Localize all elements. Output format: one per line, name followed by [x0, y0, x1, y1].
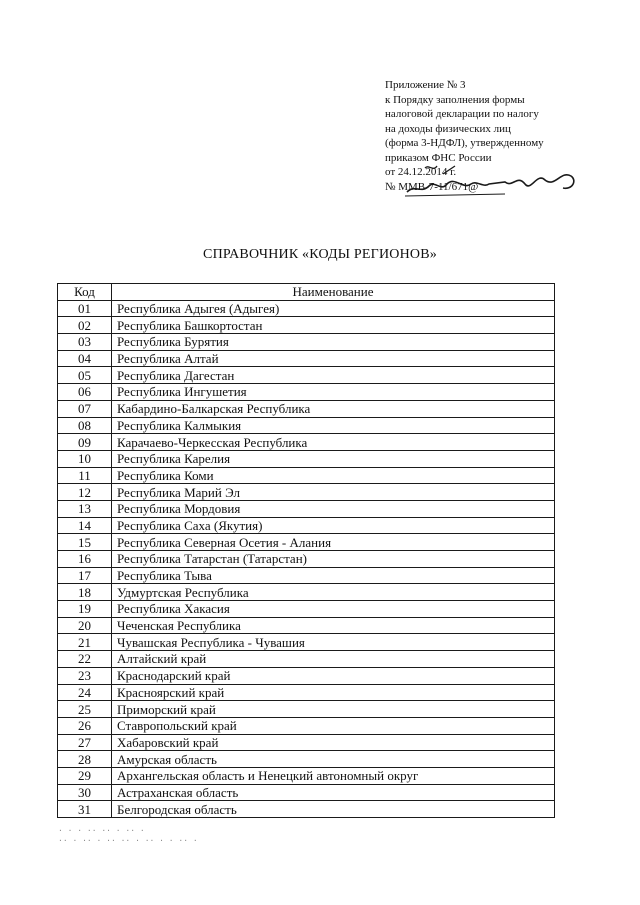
appendix-line: от 24.12.2014 г. — [385, 166, 457, 178]
region-code: 20 — [58, 617, 112, 634]
appendix-line: на доходы физических лиц — [385, 122, 511, 135]
header-name: Наименование — [112, 284, 555, 301]
region-name: Хабаровский край — [112, 734, 555, 751]
region-code: 02 — [58, 317, 112, 334]
footer-noise-line: ·· · ·· · ·· ·· · ·· · · ·· · — [58, 836, 198, 845]
appendix-line: Приложение № 3 — [385, 79, 466, 91]
appendix-line: налоговой декларации по налогу — [385, 108, 539, 120]
region-code: 14 — [58, 517, 112, 534]
table-row — [58, 701, 555, 718]
region-name: Ставропольский край — [112, 717, 555, 734]
table-row — [58, 734, 555, 751]
table-row — [58, 300, 555, 317]
region-code: 21 — [58, 634, 112, 651]
table-row — [58, 367, 555, 384]
region-code: 26 — [58, 717, 112, 734]
region-name: Чеченская Республика — [112, 617, 555, 634]
table-header-row — [58, 284, 555, 301]
table-row — [58, 417, 555, 434]
table-row — [58, 767, 555, 784]
table-row — [58, 551, 555, 568]
region-name: Республика Бурятия — [112, 334, 555, 351]
region-name: Алтайский край — [112, 651, 555, 668]
table-row — [58, 517, 555, 534]
region-name: Республика Марий Эл — [112, 484, 555, 501]
appendix-line: № ММВ-7-11/671@ — [385, 180, 479, 193]
region-name: Республика Мордовия — [112, 500, 555, 517]
table-row — [58, 717, 555, 734]
region-name: Приморский край — [112, 701, 555, 718]
region-name: Республика Алтай — [112, 350, 555, 367]
header-code: Код — [58, 284, 112, 301]
appendix-line: приказом ФНС России — [385, 151, 492, 164]
region-name: Красноярский край — [112, 684, 555, 701]
region-code: 31 — [58, 801, 112, 818]
region-code: 07 — [58, 400, 112, 417]
region-code: 15 — [58, 534, 112, 551]
region-name: Республика Северная Осетия - Алания — [112, 534, 555, 551]
table-row — [58, 484, 555, 501]
region-code: 13 — [58, 500, 112, 517]
region-code: 25 — [58, 701, 112, 718]
region-name: Республика Калмыкия — [112, 417, 555, 434]
region-code: 03 — [58, 334, 112, 351]
table-row — [58, 751, 555, 768]
table-row — [58, 450, 555, 467]
region-name: Республика Карелия — [112, 450, 555, 467]
region-code: 19 — [58, 601, 112, 618]
region-name: Карачаево-Черкесская Республика — [112, 434, 555, 451]
appendix-line: (форма 3-НДФЛ), утвержденному — [385, 137, 544, 149]
region-code: 18 — [58, 584, 112, 601]
region-code: 24 — [58, 684, 112, 701]
table-row — [58, 434, 555, 451]
appendix-line: к Порядку заполнения формы — [385, 93, 525, 106]
table-row — [58, 534, 555, 551]
region-code: 23 — [58, 667, 112, 684]
region-code: 22 — [58, 651, 112, 668]
table-row — [58, 384, 555, 401]
table-row — [58, 601, 555, 618]
table-row — [58, 500, 555, 517]
region-code: 28 — [58, 751, 112, 768]
page-title: СПРАВОЧНИК «КОДЫ РЕГИОНОВ» — [203, 247, 437, 262]
table-row — [58, 317, 555, 334]
region-name: Краснодарский край — [112, 667, 555, 684]
region-name: Архангельская область и Ненецкий автономный округ — [112, 767, 555, 784]
region-name: Чувашская Республика - Чувашия — [112, 634, 555, 651]
region-name: Республика Татарстан (Татарстан) — [112, 551, 555, 568]
table-row — [58, 334, 555, 351]
table-row — [58, 667, 555, 684]
region-code: 01 — [58, 300, 112, 317]
region-name: Удмуртская Республика — [112, 584, 555, 601]
table-row — [58, 651, 555, 668]
table-row — [58, 634, 555, 651]
region-code: 08 — [58, 417, 112, 434]
regions-table — [57, 283, 555, 818]
table-row — [58, 467, 555, 484]
region-code: 12 — [58, 484, 112, 501]
table-row — [58, 801, 555, 818]
region-name: Астраханская область — [112, 784, 555, 801]
table-row — [58, 617, 555, 634]
region-name: Республика Тыва — [112, 567, 555, 584]
region-code: 04 — [58, 350, 112, 367]
table-row — [58, 350, 555, 367]
table-row — [58, 684, 555, 701]
table-row — [58, 567, 555, 584]
region-name: Республика Коми — [112, 467, 555, 484]
region-code: 10 — [58, 450, 112, 467]
table-row — [58, 784, 555, 801]
scan-footer-mark — [58, 826, 198, 846]
handwritten-signature — [385, 162, 585, 202]
region-name: Амурская область — [112, 751, 555, 768]
region-name: Республика Башкортостан — [112, 317, 555, 334]
region-code: 09 — [58, 434, 112, 451]
table-row — [58, 400, 555, 417]
region-code: 16 — [58, 551, 112, 568]
region-code: 27 — [58, 734, 112, 751]
region-name: Республика Ингушетия — [112, 384, 555, 401]
table-row — [58, 584, 555, 601]
region-code: 11 — [58, 467, 112, 484]
region-code: 06 — [58, 384, 112, 401]
region-name: Республика Саха (Якутия) — [112, 517, 555, 534]
region-code: 30 — [58, 784, 112, 801]
region-name: Кабардино-Балкарская Республика — [112, 400, 555, 417]
region-name: Республика Дагестан — [112, 367, 555, 384]
region-code: 17 — [58, 567, 112, 584]
footer-noise-line: · · · ·· ·· · ·· · — [58, 826, 145, 835]
region-code: 29 — [58, 767, 112, 784]
region-name: Республика Хакасия — [112, 601, 555, 618]
region-name: Белгородская область — [112, 801, 555, 818]
region-name: Республика Адыгея (Адыгея) — [112, 300, 555, 317]
region-code: 05 — [58, 367, 112, 384]
